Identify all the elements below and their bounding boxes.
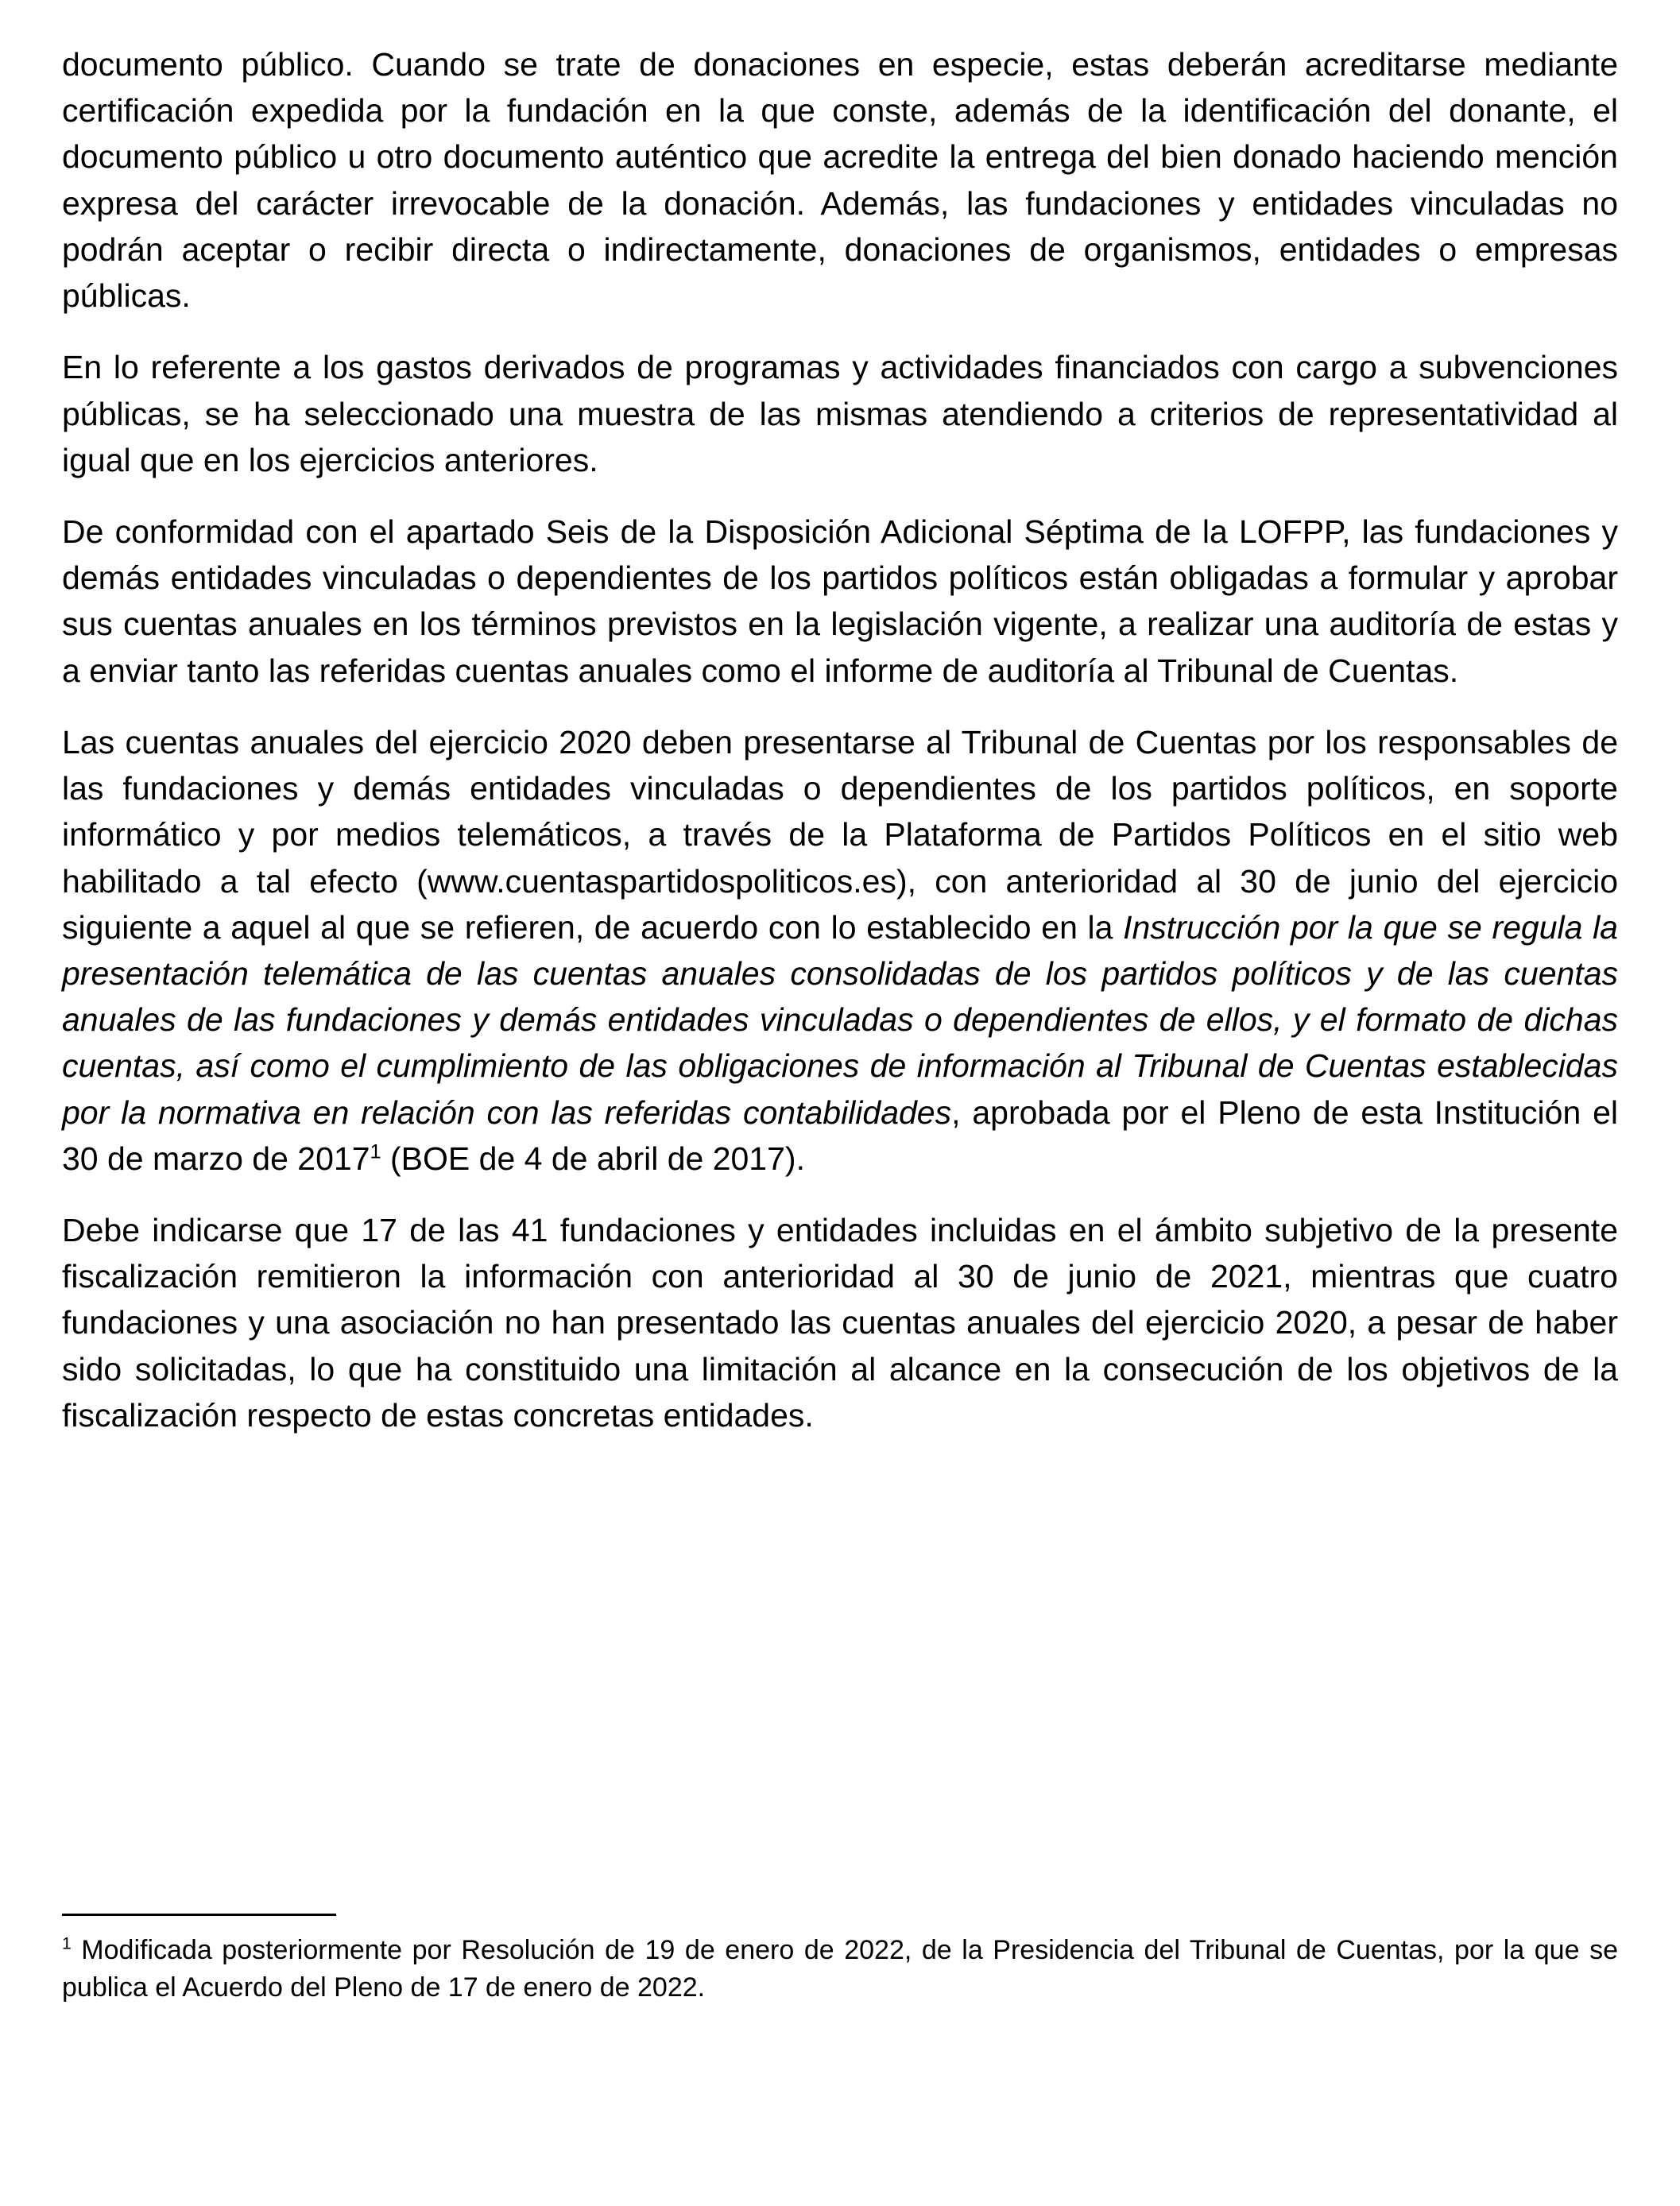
instruction-title-italic-text: Instrucción por la que se regula la presentación telemática de las cuentas anuales consolidadas de los partidos políticos y de las cuentas anuales de las fundaciones y demás entidades vinculadas o dependientes de ellos, y el formato de dichas cuentas, así como el cumplimiento de las obligaciones de información al Tribunal de Cuentas establecidas por la normativa en relación con las referidas contabilidades bbox=[62, 908, 1618, 1131]
footnote-section bbox=[62, 1914, 1618, 2007]
paragraph-annual-accounts-2020 bbox=[62, 719, 1618, 1182]
footnote-reference-marker: 1 bbox=[370, 1140, 381, 1163]
footnote-1-marker: 1 bbox=[62, 1934, 72, 1953]
paragraph-annual-accounts-mid-text: , aprobada por el Pleno de esta Institución el 30 de marzo de 2017 bbox=[62, 1093, 1619, 1177]
footnote-1-text: Modificada posteriormente por Resolución de 19 de enero de 2022, de la Presidencia del Tribunal de Cuentas, por la que se publica el Acuerdo del Pleno de 17 de enero de 2022. bbox=[62, 1935, 1618, 2003]
footnote-1 bbox=[62, 1932, 1618, 2007]
footnote-separator-rule bbox=[62, 1914, 336, 1916]
paragraph-scope-limitation: Debe indicarse que 17 de las 41 fundaciones y entidades incluidas en el ámbito subjetivo de la presente fiscalización remitieron la información con anterioridad al 30 de junio de 2021, mientras que cuatro fundaciones y una asociación no han presentado las cuentas anuales del ejercicio 2020, a pesar de haber sido solicitadas, lo que ha constituido una limitación al alcance en la consecución de los objetivos de la fiscalización respecto de estas concretas entidades. bbox=[62, 1212, 1618, 1434]
paragraph-lofpp-obligations: De conformidad con el apartado Seis de la Disposición Adicional Séptima de la LOFPP, las fundaciones y demás entidades vinculadas o dependientes de los partidos políticos están obligadas a formular y aprobar sus cuentas anuales en los términos previstos en la legislación vigente, a realizar una auditoría de estas y a enviar tanto las referidas cuentas anuales como el informe de auditoría al Tribunal de Cuentas. bbox=[62, 513, 1618, 689]
paragraph-annual-accounts-lead-text: Las cuentas anuales del ejercicio 2020 deben presentarse al Tribunal de Cuentas por los responsables de las fundaciones y demás entidades vinculadas o dependientes de los partidos políticos, en soporte informático y por medios telemáticos, a través de la Plataforma de Partidos Políticos en el sitio web habilitado a tal efecto (www.cuentaspartidospoliticos.es), con anterioridad al 30 de junio del ejercicio siguiente a aquel al que se refieren, de acuerdo con lo establecido en la bbox=[62, 723, 1618, 946]
paragraph-donations: documento público. Cuando se trate de donaciones en especie, estas deberán acreditarse mediante certificación expedida por la fundación en la que conste, además de la identificación del donante, el documento público u otro documento auténtico que acredite la entrega del bien donado haciendo mención expresa del carácter irrevocable de la donación. Además, las fundaciones y entidades vinculadas no podrán aceptar o recibir directa o indirectamente, donaciones de organismos, entidades o empresas públicas. bbox=[62, 46, 1618, 315]
paragraph-subsidized-expenses: En lo referente a los gastos derivados de programas y actividades financiados con cargo a subvenciones públicas, se ha seleccionado una muestra de las mismas atendiendo a criterios de representatividad al igual que en los ejercicios anteriores. bbox=[62, 349, 1618, 478]
paragraph-annual-accounts-tail-text: (BOE de 4 de abril de 2017). bbox=[381, 1140, 805, 1177]
